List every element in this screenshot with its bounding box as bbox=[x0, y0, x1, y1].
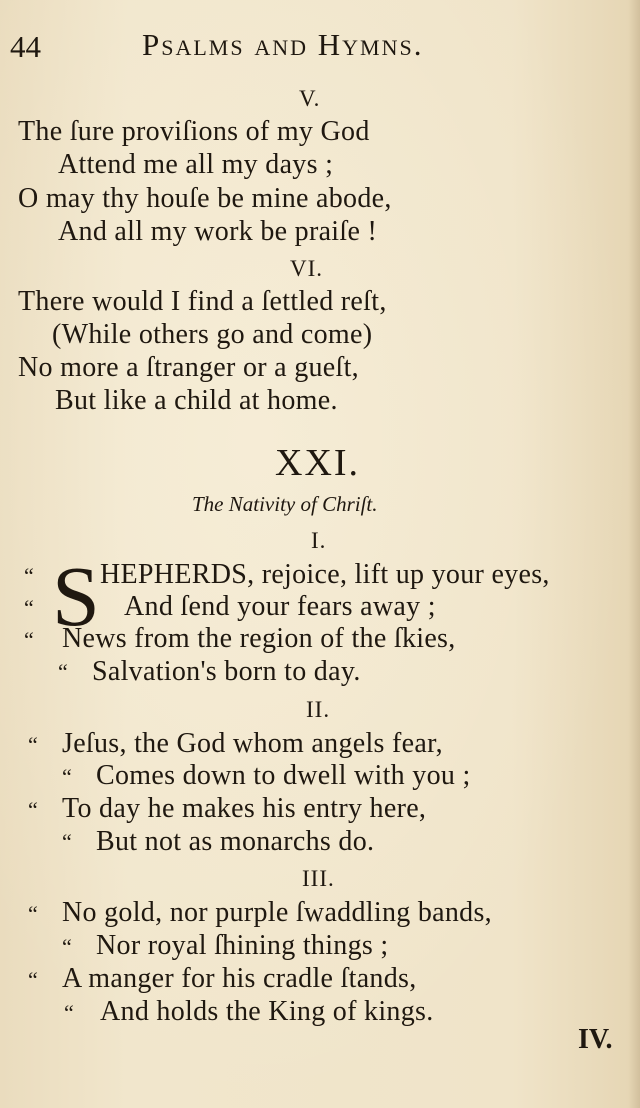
verse-line: There would I find a ſettled reſt, bbox=[18, 286, 387, 317]
stanza-number: VI. bbox=[290, 256, 324, 281]
verse-line: No gold, nor purple ſwaddling bands, bbox=[62, 897, 492, 928]
verse-line: Nor royal ſhining things ; bbox=[96, 930, 389, 961]
verse-line: HEPHERDS, rejoice, lift up your eyes, bbox=[100, 559, 550, 590]
quote-mark: “ bbox=[62, 764, 72, 789]
verse-line: But not as monarchs do. bbox=[96, 826, 375, 857]
verse-line: News from the region of the ſkies, bbox=[62, 623, 456, 654]
verse-line: And all my work be praiſe ! bbox=[58, 216, 378, 247]
quote-mark: “ bbox=[58, 659, 68, 684]
verse-line: No more a ſtranger or a gueſt, bbox=[18, 352, 359, 383]
verse-line: Salvation's born to day. bbox=[92, 656, 361, 687]
page-edge-shadow bbox=[628, 0, 640, 1108]
drop-cap: S bbox=[52, 548, 100, 644]
hymn-number: XXI. bbox=[275, 442, 361, 484]
stanza-number: II. bbox=[306, 697, 331, 722]
stanza-number: I. bbox=[311, 528, 327, 553]
verse-line: The ſure proviſions of my God bbox=[18, 116, 370, 147]
verse-line: But like a child at home. bbox=[55, 385, 338, 416]
verse-line: And holds the King of kings. bbox=[100, 996, 434, 1027]
verse-line: Attend me all my days ; bbox=[58, 149, 334, 180]
quote-mark: “ bbox=[62, 934, 72, 959]
quote-mark: “ bbox=[24, 595, 34, 620]
quote-mark: “ bbox=[28, 797, 38, 822]
quote-mark: “ bbox=[28, 901, 38, 926]
quote-mark: “ bbox=[24, 563, 34, 588]
quote-mark: “ bbox=[64, 1000, 74, 1025]
quote-mark: “ bbox=[28, 732, 38, 757]
hymn-subtitle: The Nativity of Chriſt. bbox=[192, 492, 378, 516]
verse-line: Jeſus, the God whom angels fear, bbox=[62, 728, 443, 759]
stanza-number: V. bbox=[299, 86, 321, 111]
stanza-number: III. bbox=[302, 866, 335, 891]
verse-line: A manger for his cradle ſtands, bbox=[62, 963, 417, 994]
catchword: IV. bbox=[578, 1024, 613, 1055]
verse-line: (While others go and come) bbox=[52, 319, 373, 350]
page-number: 44 bbox=[10, 29, 41, 64]
quote-mark: “ bbox=[62, 829, 72, 854]
quote-mark: “ bbox=[24, 627, 34, 652]
verse-line: And ſend your fears away ; bbox=[124, 591, 436, 622]
verse-line: To day he makes his entry here, bbox=[62, 793, 427, 824]
quote-mark: “ bbox=[28, 967, 38, 992]
running-title: Psalms and Hymns. bbox=[142, 27, 424, 62]
verse-line: O may thy houſe be mine abode, bbox=[18, 183, 392, 214]
verse-line: Comes down to dwell with you ; bbox=[96, 760, 471, 791]
